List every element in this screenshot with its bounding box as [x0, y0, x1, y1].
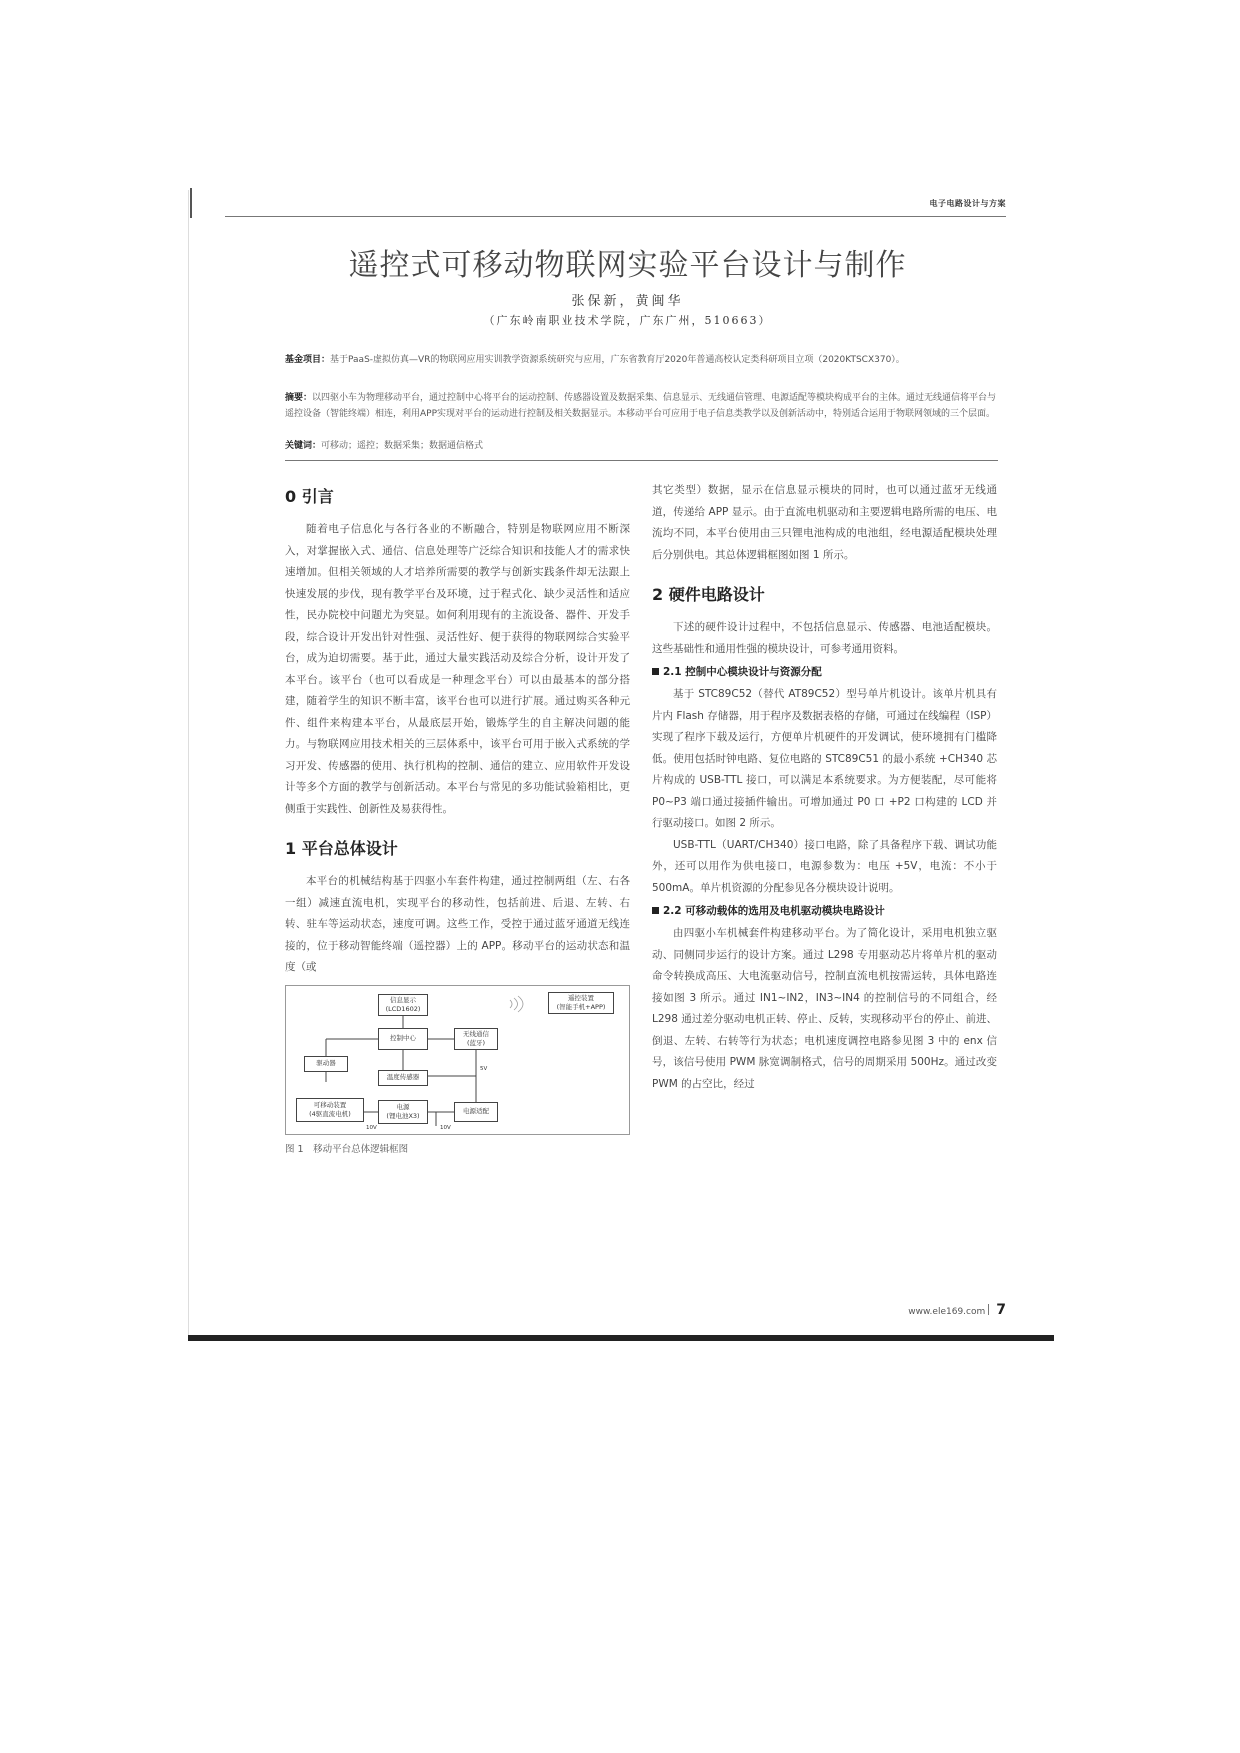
- abstract-rule: [285, 460, 998, 461]
- article-authors: 张保新，黄闽华: [571, 294, 684, 309]
- fund-text: 基于PaaS-虚拟仿真—VR的物联网应用实训教学资源系统研究与应用，广东省教育厅2020年普通高校认定类科研项目立项（2020KTSCX370）。: [330, 355, 905, 365]
- footer-divider: [988, 1304, 989, 1315]
- section-tag: 电子电路设计与方案: [929, 199, 1006, 208]
- figure-1-diagram: [285, 985, 630, 1135]
- figure-1-caption: 图 1 移动平台总体逻辑框图: [285, 1143, 409, 1155]
- display-module-sublabel: (LCD1602): [385, 1004, 421, 1013]
- section-2-1-heading-text: 2.1 控制中心模块设计与资源分配: [663, 666, 822, 678]
- section-2-paragraph: 下述的硬件设计过程中，不包括信息显示、传感器、电池适配模块。这些基础性和通用性强的模块设计，可参考通用资料。: [652, 621, 997, 655]
- abstract-label: 摘要：: [285, 393, 313, 403]
- section-2-1-paragraph-1: 基于 STC89C52（替代 AT89C52）型号单片机设计。该单片机具有片内 Flash 存储器，用于程序及数据表格的存储，可通过在线编程（ISP）实现了程序下载及运行，方便单片机硬件的开发调试，使环境拥有门槛降低。使用包括时钟电路、复位电路的 STC89C51 的最小系统 +CH340 芯片构成的 USB-TTL 接口，可以满足本系统要求。为方便装配，尽可能将 P0~P3 端口通过接插件输出。可增加通过 P0 口 +P2 口构建的 LCD 并行驱动接口。如图 2 所示。: [652, 688, 997, 829]
- section-2-1-paragraph-2: USB-TTL（UART/CH340）接口电路，除了具备程序下载、调试功能外，还可以用作为供电接口，电源参数为：电压 +5V，电流：不小于 500mA。单片机资源的分配参见各分模块设计说明。: [652, 838, 997, 894]
- label-10v-left: 10V: [366, 1124, 377, 1131]
- continued-paragraph: 其它类型）数据，显示在信息显示模块的同时，也可以通过蓝牙无线通道，传递给 APP 显示。由于直流电机驱动和主要逻辑电路所需的电压、电流均不同，本平台使用由三只锂电池构成的电池组，经电源适配模块处理后分别供电。其总体逻辑框图如图 1 所示。: [652, 484, 997, 561]
- wireless-module-label: 无线通信: [463, 1029, 489, 1038]
- fund-label: 基金项目：: [285, 355, 331, 365]
- remote-device-sublabel: (智能手机+APP): [556, 1002, 606, 1011]
- mobile-device-box: [296, 1098, 364, 1122]
- wireless-module-box: [454, 1028, 498, 1050]
- scan-bottom-edge: [188, 1335, 1054, 1341]
- power-adapter-box: [454, 1102, 498, 1122]
- temp-sensor-box: [378, 1070, 428, 1086]
- spacer: [285, 820, 630, 832]
- label-10v-right: 10V: [440, 1124, 451, 1131]
- abstract-text: 以四驱小车为物理移动平台，通过控制中心将平台的运动控制、传感器设置及数据采集、信息显示、无线通信管理、电源适配等模块构成平台的主体。通过无线通信将平台与遥控设备（智能终端）相连，利用APP实现对平台的运动进行控制及相关数据显示。本移动平台可应用于电子信息类教学以及创新活动中，特别适合运用于物联网领域的三个层面。: [285, 393, 997, 419]
- section-0-heading: 0 引言: [285, 487, 334, 506]
- keywords-block: [285, 438, 998, 454]
- display-module-label: 信息显示: [390, 995, 416, 1004]
- driver-label: 驱动器: [316, 1059, 336, 1067]
- section-0-paragraph: 随着电子信息化与各行各业的不断融合，特别是物联网应用不断深入，对掌握嵌入式、通信、信息处理等广泛综合知识和技能人才的需求快速增加。但相关领域的人才培养所需要的教学与创新实践条件却无法跟上快速发展的步伐，现有教学平台及环境，过于程式化、缺少灵活性和适应性，民办院校中问题尤为突显。如何利用现有的主流设备、器件、开发手段，综合设计开发出针对性强、灵活性好、便于获得的物联网综合实验平台，成为迫切需要。基于此，通过大量实践活动及综合分析，设计开发了本平台。该平台（也可以看成是一种理念平台）可以由最基本的部分搭建，随着学生的知识不断丰富，该平台也可以进行扩展。通过购买各种元件、组件来构建本平台，从最底层开始，锻炼学生的自主解决问题的能力。与物联网应用技术相关的三层体系中，该平台可用于嵌入式系统的学习开发、传感器的使用、执行机构的控制、通信的建立、应用软件开发设计等多个方面的教学与创新活动。本平台与常见的多功能试验箱相比，更侧重于实践性、创新性及易获得性。: [285, 523, 630, 815]
- page-number: 7: [996, 1302, 1006, 1318]
- scan-edge-mark: [190, 188, 192, 218]
- footer-url: www.ele169.com: [908, 1307, 986, 1317]
- wireless-module-sublabel: (蓝牙): [466, 1038, 486, 1047]
- temp-sensor-label: 温度传感器: [386, 1073, 420, 1081]
- left-column: [285, 480, 630, 1155]
- spacer: [652, 566, 997, 578]
- power-label: 电源: [396, 1102, 410, 1111]
- keywords-text: 可移动；遥控；数据采集；数据通信格式: [321, 441, 484, 451]
- power-box: [378, 1100, 428, 1124]
- control-center-box: [378, 1028, 428, 1050]
- mobile-device-label: 可移动装置: [313, 1100, 347, 1109]
- journal-page: [205, 190, 1050, 1330]
- fund-block: [285, 352, 998, 368]
- remote-device-label: 遥控装置: [568, 993, 594, 1002]
- section-2-1-heading: [652, 662, 997, 682]
- square-bullet-icon: [652, 668, 659, 675]
- control-center-label: 控制中心: [390, 1034, 416, 1042]
- scan-left-edge: [188, 190, 189, 1340]
- abstract-block: [285, 390, 998, 422]
- header-rule: [225, 216, 1006, 217]
- article-affiliation: （广东岭南职业技术学院，广东广州，510663）: [483, 314, 772, 327]
- wireless-waves-icon: [510, 996, 523, 1012]
- power-adapter-label: 电源适配: [463, 1107, 489, 1115]
- section-2-heading: 2 硬件电路设计: [652, 585, 765, 604]
- section-1-heading: 1 平台总体设计: [285, 839, 398, 858]
- section-2-2-paragraph: 由四驱小车机械套件构建移动平台。为了简化设计，采用电机独立驱动、同侧同步运行的设计方案。通过 L298 专用驱动芯片将单片机的驱动命令转换成高压、大电流驱动信号，控制直流电机按需运转，具体电路连接如图 3 所示。通过 IN1~IN2，IN3~IN4 的控制信号的不同组合，经 L298 通过差分驱动电机正转、停止、反转，实现移动平台的停止、前进、倒退、左转、右转等行为状态；电机速度调控电路参见图 3 中的 enx 信号，该信号使用 PWM 脉宽调制格式，信号的周期采用 500Hz。通过改变 PWM 的占空比，经过: [652, 927, 997, 1090]
- display-module-box: [378, 994, 428, 1016]
- right-column: [652, 480, 997, 1095]
- label-5v: 5V: [480, 1065, 488, 1072]
- page-footer: [908, 1302, 1006, 1318]
- power-sublabel: (锂电池X3): [386, 1111, 420, 1120]
- section-2-2-heading: [652, 901, 997, 921]
- mobile-device-sublabel: (4驱直流电机): [309, 1109, 351, 1118]
- remote-device-box: [548, 992, 614, 1014]
- keywords-label: 关键词：: [285, 441, 322, 451]
- section-2-2-heading-text: 2.2 可移动载体的选用及电机驱动模块电路设计: [663, 905, 885, 917]
- square-bullet-icon: [652, 907, 659, 914]
- section-1-paragraph: 本平台的机械结构基于四驱小车套件构建，通过控制两组（左、右各一组）减速直流电机，实现平台的移动性，包括前进、后退、左转、右转、驻车等运动状态，速度可调。这些工作，受控于通过蓝牙通道无线连接的，位于移动智能终端（遥控器）上的 APP。移动平台的运动状态和温度（或: [285, 875, 630, 973]
- driver-box: [304, 1056, 348, 1072]
- article-title: 遥控式可移动物联网实验平台设计与制作: [348, 248, 907, 283]
